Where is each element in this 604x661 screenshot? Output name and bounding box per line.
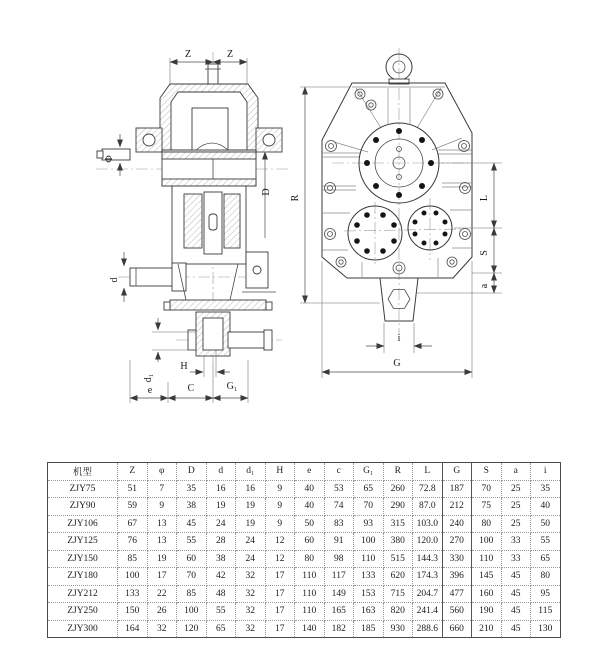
value-cell: 26 <box>147 603 177 621</box>
dim-label-z-right: Z <box>226 49 234 60</box>
value-cell: 59 <box>118 498 148 516</box>
model-cell: ZJY180 <box>48 568 118 586</box>
value-cell: 65 <box>206 620 236 638</box>
value-cell: 45 <box>501 568 531 586</box>
value-cell: 7 <box>147 480 177 498</box>
value-cell: 24 <box>236 550 266 568</box>
spec-table-wrap <box>47 462 561 638</box>
value-cell: 65 <box>531 550 561 568</box>
value-cell: 32 <box>236 620 266 638</box>
value-cell: 70 <box>177 568 207 586</box>
value-cell: 33 <box>501 550 531 568</box>
top-stud <box>208 64 218 84</box>
value-cell: 35 <box>177 480 207 498</box>
value-cell: 110 <box>295 585 325 603</box>
value-cell: 19 <box>236 498 266 516</box>
value-cell: 60 <box>177 550 207 568</box>
dim-label-a: a <box>479 283 490 289</box>
column-header: d₁ <box>236 463 266 481</box>
value-cell: 80 <box>531 568 561 586</box>
value-cell: 55 <box>206 603 236 621</box>
value-cell: 204.7 <box>413 585 443 603</box>
value-cell: 51 <box>118 480 148 498</box>
value-cell: 91 <box>324 533 354 551</box>
input-shaft <box>130 268 174 286</box>
value-cell: 150 <box>118 603 148 621</box>
dim-label-phi: Φ <box>104 155 115 163</box>
left-view-section <box>96 49 288 403</box>
inner-gear-block <box>192 108 228 150</box>
value-cell: 74 <box>324 498 354 516</box>
value-cell: 50 <box>295 515 325 533</box>
table-row <box>48 620 561 638</box>
value-cell: 120 <box>177 620 207 638</box>
column-header: L <box>413 463 443 481</box>
value-cell: 55 <box>531 533 561 551</box>
dim-label-G: G <box>393 358 401 369</box>
header-row <box>48 463 561 481</box>
dim-label-R: R <box>290 194 301 202</box>
value-cell: 270 <box>442 533 472 551</box>
column-header: c <box>324 463 354 481</box>
value-cell: 110 <box>354 550 384 568</box>
value-cell: 13 <box>147 533 177 551</box>
value-cell: 9 <box>265 498 295 516</box>
value-cell: 24 <box>236 533 266 551</box>
value-cell: 290 <box>383 498 413 516</box>
value-cell: 98 <box>324 550 354 568</box>
model-cell: ZJY106 <box>48 515 118 533</box>
dim-label-d1: d₁ <box>143 373 154 383</box>
column-header: Z <box>118 463 148 481</box>
value-cell: 190 <box>472 603 502 621</box>
value-cell: 55 <box>177 533 207 551</box>
value-cell: 380 <box>383 533 413 551</box>
value-cell: 95 <box>531 585 561 603</box>
base-plate <box>170 300 266 310</box>
value-cell: 110 <box>295 568 325 586</box>
value-cell: 93 <box>354 515 384 533</box>
value-cell: 145 <box>472 568 502 586</box>
column-header: a <box>501 463 531 481</box>
value-cell: 241.4 <box>413 603 443 621</box>
column-header: S <box>472 463 502 481</box>
value-cell: 103.0 <box>413 515 443 533</box>
value-cell: 45 <box>501 603 531 621</box>
value-cell: 70 <box>354 498 384 516</box>
value-cell: 260 <box>383 480 413 498</box>
value-cell: 80 <box>295 550 325 568</box>
column-header: d <box>206 463 236 481</box>
value-cell: 620 <box>383 568 413 586</box>
value-cell: 288.6 <box>413 620 443 638</box>
value-cell: 19 <box>147 550 177 568</box>
value-cell: 33 <box>501 533 531 551</box>
value-cell: 38 <box>177 498 207 516</box>
value-cell: 85 <box>177 585 207 603</box>
value-cell: 32 <box>147 620 177 638</box>
value-cell: 65 <box>354 480 384 498</box>
value-cell: 87.0 <box>413 498 443 516</box>
model-cell: ZJY150 <box>48 550 118 568</box>
value-cell: 560 <box>442 603 472 621</box>
column-header: G₁ <box>354 463 384 481</box>
dim-label-H: H <box>180 361 188 372</box>
table-row <box>48 533 561 551</box>
value-cell: 120.0 <box>413 533 443 551</box>
value-cell: 53 <box>324 480 354 498</box>
value-cell: 212 <box>442 498 472 516</box>
value-cell: 110 <box>472 550 502 568</box>
dim-label-C: C <box>187 383 195 394</box>
table-row <box>48 568 561 586</box>
dim-label-S: S <box>479 250 490 256</box>
value-cell: 75 <box>472 498 502 516</box>
value-cell: 9 <box>265 480 295 498</box>
table-row <box>48 515 561 533</box>
value-cell: 100 <box>177 603 207 621</box>
column-header: i <box>531 463 561 481</box>
column-header: e <box>295 463 325 481</box>
table-row <box>48 498 561 516</box>
value-cell: 25 <box>501 480 531 498</box>
value-cell: 396 <box>442 568 472 586</box>
model-cell: ZJY300 <box>48 620 118 638</box>
value-cell: 9 <box>147 498 177 516</box>
value-cell: 165 <box>324 603 354 621</box>
value-cell: 48 <box>206 585 236 603</box>
value-cell: 72.8 <box>413 480 443 498</box>
table-row <box>48 480 561 498</box>
column-header: φ <box>147 463 177 481</box>
value-cell: 80 <box>472 515 502 533</box>
value-cell: 45 <box>501 620 531 638</box>
column-header: H <box>265 463 295 481</box>
value-cell: 40 <box>295 498 325 516</box>
value-cell: 149 <box>324 585 354 603</box>
value-cell: 660 <box>442 620 472 638</box>
value-cell: 25 <box>501 498 531 516</box>
value-cell: 24 <box>206 515 236 533</box>
value-cell: 477 <box>442 585 472 603</box>
value-cell: 70 <box>472 480 502 498</box>
value-cell: 17 <box>147 568 177 586</box>
dim-label-e: e <box>147 385 153 396</box>
column-header: R <box>383 463 413 481</box>
value-cell: 60 <box>295 533 325 551</box>
value-cell: 85 <box>118 550 148 568</box>
model-cell: ZJY125 <box>48 533 118 551</box>
value-cell: 210 <box>472 620 502 638</box>
value-cell: 76 <box>118 533 148 551</box>
value-cell: 50 <box>531 515 561 533</box>
value-cell: 133 <box>118 585 148 603</box>
value-cell: 12 <box>265 550 295 568</box>
column-header: 机型 <box>48 463 118 481</box>
dim-label-d: d <box>109 277 120 283</box>
value-cell: 67 <box>118 515 148 533</box>
table-row <box>48 550 561 568</box>
dim-label-i: i <box>397 333 401 344</box>
dim-label-G1: G₁ <box>226 381 238 392</box>
value-cell: 32 <box>236 603 266 621</box>
value-cell: 153 <box>354 585 384 603</box>
value-cell: 100 <box>118 568 148 586</box>
value-cell: 187 <box>442 480 472 498</box>
value-cell: 17 <box>265 585 295 603</box>
value-cell: 174.3 <box>413 568 443 586</box>
value-cell: 185 <box>354 620 384 638</box>
value-cell: 930 <box>383 620 413 638</box>
model-cell: ZJY75 <box>48 480 118 498</box>
value-cell: 45 <box>501 585 531 603</box>
value-cell: 40 <box>531 498 561 516</box>
value-cell: 110 <box>295 603 325 621</box>
value-cell: 330 <box>442 550 472 568</box>
value-cell: 133 <box>354 568 384 586</box>
value-cell: 100 <box>354 533 384 551</box>
value-cell: 17 <box>265 603 295 621</box>
value-cell: 100 <box>472 533 502 551</box>
value-cell: 9 <box>265 515 295 533</box>
value-cell: 144.3 <box>413 550 443 568</box>
value-cell: 19 <box>206 498 236 516</box>
output-shaft <box>228 332 266 348</box>
value-cell: 32 <box>236 585 266 603</box>
housing-bolt-holes <box>325 89 471 274</box>
value-cell: 42 <box>206 568 236 586</box>
value-cell: 820 <box>383 603 413 621</box>
value-cell: 130 <box>531 620 561 638</box>
value-cell: 17 <box>265 568 295 586</box>
dim-label-D: D <box>261 188 272 196</box>
right-view-front <box>290 48 502 378</box>
value-cell: 140 <box>295 620 325 638</box>
dim-label-z-left: Z <box>184 49 192 60</box>
value-cell: 715 <box>383 585 413 603</box>
value-cell: 117 <box>324 568 354 586</box>
value-cell: 38 <box>206 550 236 568</box>
column-header: G <box>442 463 472 481</box>
value-cell: 35 <box>531 480 561 498</box>
value-cell: 515 <box>383 550 413 568</box>
model-cell: ZJY250 <box>48 603 118 621</box>
value-cell: 240 <box>442 515 472 533</box>
spec-table <box>47 462 561 638</box>
value-cell: 19 <box>236 515 266 533</box>
model-cell: ZJY212 <box>48 585 118 603</box>
value-cell: 16 <box>236 480 266 498</box>
value-cell: 182 <box>324 620 354 638</box>
value-cell: 16 <box>206 480 236 498</box>
value-cell: 45 <box>177 515 207 533</box>
value-cell: 28 <box>206 533 236 551</box>
value-cell: 315 <box>383 515 413 533</box>
table-row <box>48 603 561 621</box>
dim-label-L: L <box>479 194 490 202</box>
model-cell: ZJY90 <box>48 498 118 516</box>
value-cell: 163 <box>354 603 384 621</box>
value-cell: 164 <box>118 620 148 638</box>
value-cell: 12 <box>265 533 295 551</box>
value-cell: 32 <box>236 568 266 586</box>
value-cell: 25 <box>501 515 531 533</box>
value-cell: 22 <box>147 585 177 603</box>
value-cell: 83 <box>324 515 354 533</box>
value-cell: 13 <box>147 515 177 533</box>
value-cell: 115 <box>531 603 561 621</box>
table-row <box>48 585 561 603</box>
value-cell: 40 <box>295 480 325 498</box>
value-cell: 160 <box>472 585 502 603</box>
column-header: D <box>177 463 207 481</box>
value-cell: 17 <box>265 620 295 638</box>
